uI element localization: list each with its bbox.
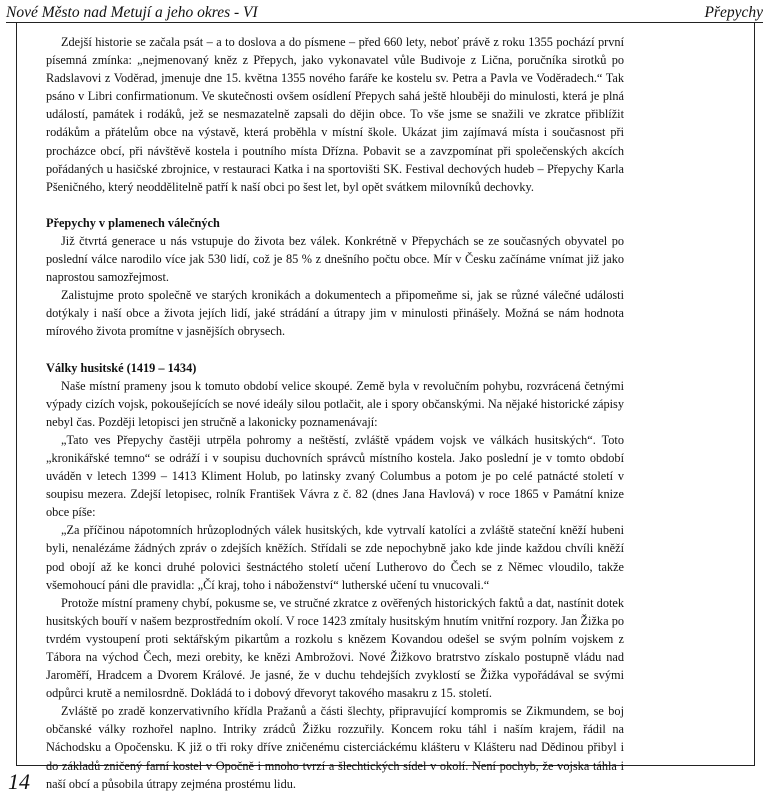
paragraph: Zvláště po zradě konzervativního křídla Pražanů a části šlechty, připravující kompromis se Zikmundem, se boj občanské války rozhořel naplno. Intriky zrádců Žižku rozzuřily. Koncem roku táhl i naším krajem, řádil na Náchodsku a Opočensku. K již o tři roky dříve zničenému cisterciáckému klášteru v Klášteru nad Dědinou přibyl i do základů zničený farní kostel v Opočně i mnoho tvrzí a šlechtických sídel v okolí. Není pochyb, že vojska táhla i naší obcí a působila útrapy zejména prostému lidu. bbox=[46, 704, 624, 791]
quote-paragraph: „Za příčinou nápotomních hrůzoplodných válek husitských, kde vytrvalí katolíci a zvláště stateční kněží hubeni byli, nenalézáme žádných zpráv o zdejších kněžích. Střídali se zde nepochybně jako kde jinde každou chvíli kněží pod obojí až ke konci druhé polovici šestnáctého století učení Lutherovo do Čech se z Němec vloudilo, takže všemohoucí páni dle pravidla: „Čí kraj, toho i náboženství“ lutherské učení tu vnucovali.“ bbox=[46, 523, 624, 592]
spacer bbox=[46, 341, 624, 359]
page-number: 14 bbox=[8, 769, 30, 794]
intro-paragraph: Zdejší historie se začala psát – a to doslova a do písmene – před 660 lety, neboť právě z roku 1355 pochází první písemná zmínka: „nejmenovaný kněz z Přepych, jako vykonavatel vůle Budivoje z Lična, poručníka sirotků po Radslavovi z Voděrad, jmenuje dne 15. května 1355 nového faráře ke kostelu sv. Petra a Pavla ve Voděradech.“ Tak psáno v Libri confirmationum. Ve skutečnosti ovšem osídlení Přepych sahá ještě hlouběji do minulosti, která je plná událostí, památek i rodáků, jež se nesmazatelně zapsali do dějin obce. To vše jsme se snažili ve zkratce přiblížit rodákům a přátelům obce na výstavě, která proběhla v místní škole. Ukázat jim zajímavá místa i současnost při procházce obcí, při návštěvě kostela i poutního místa Dřízna. Pobavit se a zavzpomínat při společenských akcích pořádaných u hasičské zbrojnice, v restauraci Katka i na sportovišti SK. Festival dechových hudeb – Přepychy Karla Pšeničného, který neoddělitelně patří k naší obci po šest let, byl opět svátkem milovníků dechovky. bbox=[46, 35, 624, 194]
header-title: Nové Město nad Metují a jeho okres - VI bbox=[6, 4, 258, 21]
quote-paragraph: „Tato ves Přepychy častěji utrpěla pohromy a neštěstí, zvláště vpádem vojsk ve válkách husitských“. Toto „kronikářské temno“ se odráží i v soupisu duchovních správců místního kostela. Jako poslední je v tomto období uváděn v letech 1399 – 1413 Kliment Holub, po latinsky zvaný Columbus a potom je po celé patnácté století v soupisu mezera. Zdejší letopisec, rolník František Vávra z č. 82 (dnes Jana Havlová) v roce 1865 v Památní knize obce píše: bbox=[46, 432, 624, 520]
paragraph: Naše místní prameny jsou k tomuto období velice skoupé. Země byla v revolučním pohybu, rozvrácená četnými výpady cizích vojsk, pokoušejících se nové ideály silou potlačit, ale i spory občanskými. Na nějaké historické zápisy nebyl čas. Později letopisci jen stručně a lakonicky poznamenávají: bbox=[46, 378, 624, 429]
article-body bbox=[46, 33, 624, 793]
section-heading: Války husitské (1419 – 1434) bbox=[46, 360, 197, 375]
running-header bbox=[6, 2, 763, 24]
section-heading: Přepychy v plamenech válečných bbox=[46, 215, 220, 230]
paragraph: Již čtvrtá generace u nás vstupuje do života bez válek. Konkrétně v Přepychách se ze současných obyvatel po poslední válce narodilo více jak 530 lidí, což je 85 % z dnešního počtu obce. Mír v Česku začínáme vnímat již jako naprostou samozřejmost. bbox=[46, 233, 624, 285]
paragraph: Zalistujme proto společně ve starých kronikách a dokumentech a připomeňme si, jak se různé válečné události dotýkaly i naší obce a života jejích lidí, jaké strádání a útrapy jim v minulosti přinášely. Možná se nám hodnota mírového života promítne v jasnějších obrysech. bbox=[46, 288, 624, 339]
paragraph: Protože místní prameny chybí, pokusme se, ve stručné zkratce z ověřených historických faktů a dat, nastínit dotek husitských bouří v našem bezprostředním okolí. V roce 1423 zmítaly husitským hnutím vnitřní rozpory. Jan Žižka po tvrdém vystoupení proti sektářským pikartům a rozkolu s knězem Kovandou odešel se svým polním vojskem z Tábora na východ Čech, mezi orebity, ke knězi Ambrožovi. Nové Žižkovo bratrstvo získalo postupně vládu nad Jaroměří, Hradcem a Dvorem Králové. Je jasné, že v duchu tehdejších zvyklostí se Žižka vypořádával se svými odpůrci krutě a nemilosrdně. Dokládá to i dobový dřevoryt takového masakru z 15. století. bbox=[46, 595, 624, 701]
header-section: Přepychy bbox=[704, 4, 763, 21]
spacer bbox=[46, 196, 624, 214]
